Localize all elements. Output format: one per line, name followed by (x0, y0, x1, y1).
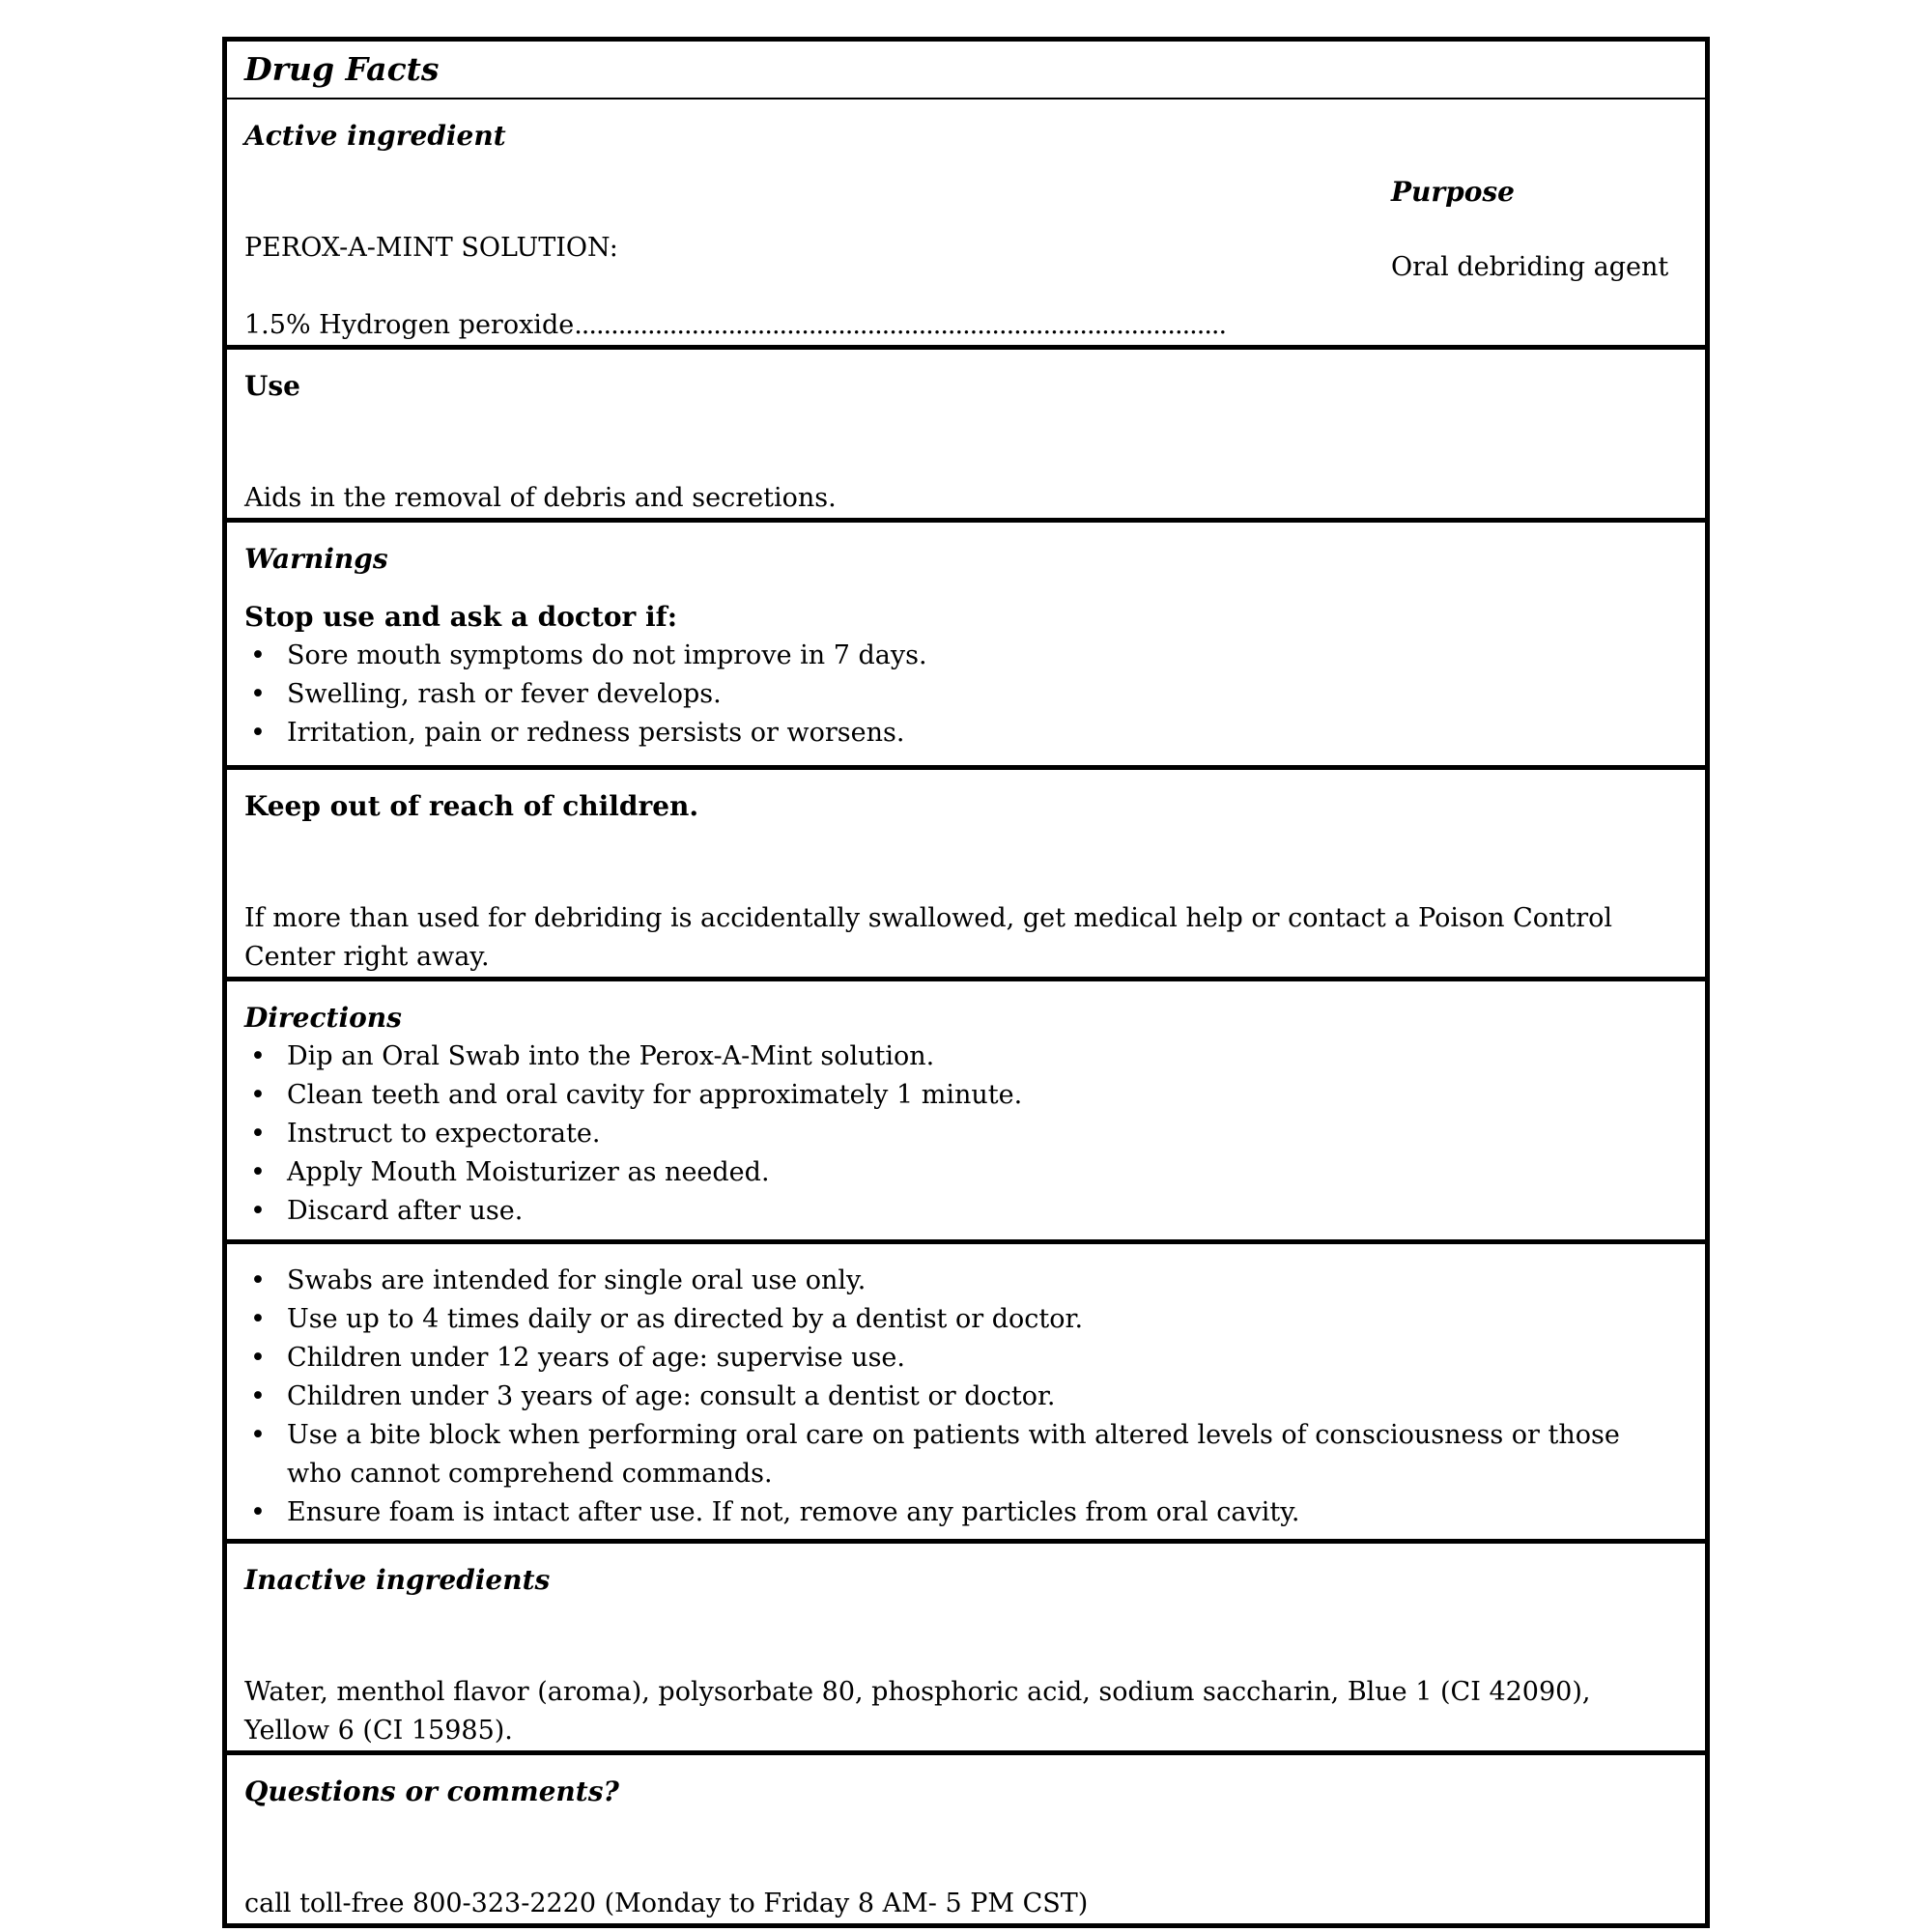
bullet-item: • Ensure foam is intact after use. If not, remove any particles from oral cavity. (244, 1493, 1682, 1532)
bullet-marker: • (250, 1420, 266, 1450)
dot-leader: ......................................................................................... (574, 310, 1227, 340)
section-warnings (227, 518, 1705, 765)
bullet-marker: • (250, 1343, 266, 1373)
additional-directions-list (244, 1262, 1682, 1532)
bullet-item: • Swabs are intended for single oral use only. (244, 1262, 1682, 1300)
keep-out-text: If more than used for debriding is accidentally swallowed, get medical help or contact a Poison Control Center right away. (244, 903, 1613, 972)
active-ingredient-amount: 1.5% Hydrogen peroxide (244, 310, 575, 340)
section-title (227, 42, 1705, 98)
active-ingredient-heading: Active ingredient (244, 120, 506, 152)
questions-text: call toll-free 800-323-2220 (Monday to Friday 8 AM- 5 PM CST) (244, 1889, 1089, 1918)
bullet-marker: • (250, 640, 266, 670)
bullet-item: • Sore mouth symptoms do not improve in 7 days. (244, 637, 1682, 675)
use-text: Aids in the removal of debris and secretions. (244, 483, 837, 513)
directions-heading: Directions (244, 1002, 402, 1034)
bullet-item: • Apply Mouth Moisturizer as needed. (244, 1153, 1682, 1192)
active-ingredient-line (244, 306, 1682, 345)
bullet-item: • Instruct to expectorate. (244, 1115, 1682, 1153)
stop-use-heading: Stop use and ask a doctor if: (244, 601, 678, 633)
inactive-ingredients-heading: Inactive ingredients (244, 1564, 551, 1596)
bullet-marker: • (250, 1119, 266, 1149)
section-directions (227, 977, 1705, 1239)
bullet-marker: • (250, 1041, 266, 1071)
warnings-list (244, 637, 1682, 753)
questions-heading: Questions or comments? (244, 1776, 619, 1807)
purpose-value: Oral debriding agent (1391, 252, 1669, 282)
section-inactive-ingredients (227, 1539, 1705, 1750)
bullet-item: • Swelling, rash or fever develops. (244, 675, 1682, 714)
drug-facts-title: Drug Facts (244, 50, 440, 88)
bullet-marker: • (250, 1381, 266, 1411)
bullet-item: • Clean teeth and oral cavity for approximately 1 minute. (244, 1076, 1682, 1115)
bullet-marker: • (250, 1304, 266, 1334)
bullet-item: • Irritation, pain or redness persists or worsens. (244, 714, 1682, 753)
section-additional-directions (227, 1239, 1705, 1539)
purpose-heading: Purpose (1391, 176, 1515, 208)
bullet-item: • Use a bite block when performing oral care on patients with altered levels of consciousness or those who cannot comprehend commands. (244, 1416, 1682, 1493)
bullet-marker: • (250, 1080, 266, 1110)
drug-facts-table (222, 37, 1710, 1928)
bullet-item: • Discard after use. (244, 1192, 1682, 1231)
bullet-marker: • (250, 1157, 266, 1187)
bullet-marker: • (250, 1497, 266, 1527)
section-questions-comments (227, 1750, 1705, 1923)
bullet-marker: • (250, 1196, 266, 1226)
product-name: PEROX-A-MINT SOLUTION: (244, 233, 618, 263)
warnings-heading: Warnings (244, 543, 388, 575)
bullet-marker: • (250, 679, 266, 709)
use-heading: Use (244, 370, 300, 402)
bullet-item: • Children under 3 years of age: consult a dentist or doctor. (244, 1378, 1682, 1416)
directions-list (244, 1037, 1682, 1231)
inactive-ingredients-text: Water, menthol flavor (aroma), polysorbate 80, phosphoric acid, sodium saccharin, Blue 1 (CI 42090), Yellow 6 (CI 15985). (244, 1677, 1591, 1746)
bullet-marker: • (250, 1265, 266, 1295)
bullet-marker: • (250, 718, 266, 748)
keep-out-heading: Keep out of reach of children. (244, 790, 699, 822)
section-active-ingredient (227, 98, 1705, 345)
section-use (227, 345, 1705, 518)
section-keep-out-of-reach (227, 765, 1705, 977)
bullet-item: • Dip an Oral Swab into the Perox-A-Mint solution. (244, 1037, 1682, 1076)
bullet-item: • Children under 12 years of age: supervise use. (244, 1339, 1682, 1378)
purpose-column (1391, 173, 1690, 287)
bullet-item: • Use up to 4 times daily or as directed by a dentist or doctor. (244, 1300, 1682, 1339)
